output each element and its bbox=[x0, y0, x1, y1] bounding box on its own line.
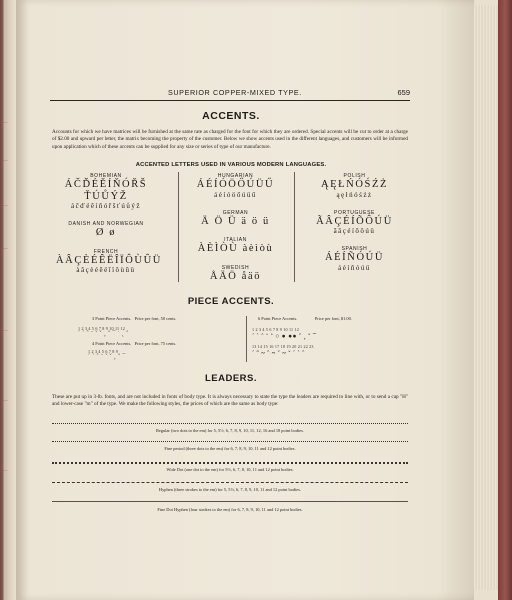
lowercase-line: àâçèéêëîïôùûü bbox=[76, 266, 136, 274]
piece-accent-symbols: ˊ ˋ ˆ ¨ ˜ ˇ ¸ ˘ ¯ ˙ ˛ ˚ bbox=[78, 331, 129, 337]
accents-intro: Accounts for which we have matrices will be furnished at the same rate as charged for the font for which they are ordered. Special accents will be cut to order at a charge of $2.00 and upward per letter, the matrix becoming the property of the customer. Below we show accents used in the different languages, and customers will be informed upon application which of these accents can be supplied for any size or series of type of our manufacture. bbox=[52, 129, 408, 150]
piece-accent-numbers: 1 2 3 4 5 6 7 8 9 10 11 12 bbox=[78, 326, 126, 331]
caps-line: ÁČĎÉĚÍŇÓŘŠ bbox=[64, 179, 148, 190]
piece-accent-numbers: 13 14 15 16 17 18 19 20 21 22 23 bbox=[252, 344, 314, 349]
leader-sample-hyphen bbox=[52, 482, 408, 483]
piece-accent-symbols: ˊ ˋ ˆ ¨ ˚ ○ ● ●● ˇ ¸ ˘ ¯ bbox=[252, 333, 317, 340]
column-divider bbox=[178, 172, 179, 282]
leaders-title: LEADERS. bbox=[204, 373, 258, 384]
book-cover bbox=[498, 0, 512, 600]
accents-title: ACCENTS. bbox=[202, 110, 260, 122]
language-name: SWEDISH bbox=[221, 264, 250, 271]
piece-accents-size: 4 Point Piece Accents. bbox=[92, 341, 132, 346]
accents-subheading: ACCENTED LETTERS USED IN VARIOUS MODERN LANGUAGES. bbox=[135, 162, 327, 168]
leaders-intro: These are put up in 3-lb. fonts, and are not included in fonts of body type. It is always necessary to state the type the leaders are required to line with, or to send a cap "H" and lower-case "m" of the type. We make the following styles, the prices of which are the same as body type: bbox=[52, 394, 408, 408]
previous-page-edge: ~~ ~~ ~~ ~~ ~~ ~~ ~~ bbox=[3, 122, 8, 474]
lowercase-line: ąęłńóśźż bbox=[336, 190, 373, 199]
piece-accents-heading bbox=[258, 316, 352, 321]
caps-line: ÁÉÍÓÖŐÚÜŰ bbox=[196, 179, 275, 190]
leader-caption: Hyphen (three strokes to the em) for 5, 5½, 6, 7, 8, 9, 10, 11 and 12 point bodies. bbox=[158, 487, 302, 492]
language-name: FRENCH bbox=[93, 248, 119, 255]
piece-accent-symbols: ˊ ˜ ~ ˆ ~ ˇ ~ ˘ ˊ ˋ ˆ bbox=[252, 350, 305, 357]
piece-accents-price: Price per font, 50 cents. bbox=[134, 316, 177, 321]
leader-caption: Fine Dot Hyphen (four strokes to the em) for 6, 7, 8, 9, 10, 11 and 12 point bodies. bbox=[157, 507, 303, 512]
caps-line: Ä Ö Ü ä ö ü bbox=[201, 215, 270, 227]
running-header bbox=[50, 88, 410, 101]
language-name: ITALIAN bbox=[224, 237, 247, 243]
caps-line: ÃÂÇÉÍÕÔÚÜ bbox=[316, 215, 393, 227]
piece-accents-heading bbox=[92, 316, 176, 321]
piece-accent-numbers: 1 2 3 4 5 6 7 8 9 bbox=[88, 349, 119, 354]
piece-accents-price: Price per font, 75 cents. bbox=[134, 341, 177, 346]
caps-line: ŤÚŮÝŽ bbox=[84, 190, 128, 202]
piece-accent-symbols: ˊ ˋ ˆ ¨ ˜ ˇ ¸ ˘ ¯ bbox=[88, 354, 126, 360]
caps-line: ĄĘŁŃÓŚŹŻ bbox=[320, 179, 389, 190]
column-divider bbox=[294, 172, 295, 282]
leader-sample-fine-dot-hyphen bbox=[52, 501, 408, 502]
caps-line: ÀÂÇÈÉÊËÎÏÔÙÛÜ bbox=[56, 254, 162, 266]
language-name: PORTUGUESE bbox=[334, 209, 375, 216]
piece-accents-price: Price per font, $1.00. bbox=[314, 316, 352, 321]
piece-accents-size: 3 Point Piece Accents. bbox=[92, 316, 132, 321]
leader-sample-fine-period bbox=[52, 441, 408, 442]
accent-column-2 bbox=[188, 172, 283, 282]
lowercase-line: áéíóöőúüű bbox=[214, 190, 257, 199]
lowercase-line: áčďéěíňóřšťúůýž bbox=[70, 202, 142, 210]
leader-sample-wide-dot bbox=[52, 462, 408, 464]
caps-line: ÅÄÖ åäö bbox=[209, 270, 262, 282]
language-name: HUNGARIAN bbox=[217, 173, 254, 179]
accent-column-3 bbox=[303, 172, 406, 273]
piece-accents-title: PIECE ACCENTS. bbox=[187, 296, 275, 307]
piece-accents-divider bbox=[246, 316, 247, 362]
caps-line: ÁÉÍÑÓÚÜ bbox=[324, 252, 385, 263]
language-name: SPANISH bbox=[341, 246, 368, 252]
language-name: GERMAN bbox=[222, 209, 249, 216]
piece-accents-heading bbox=[92, 341, 176, 346]
language-name: BOHEMIAN bbox=[90, 173, 122, 179]
lowercase-line: ãâçéíõôúü bbox=[333, 227, 376, 235]
language-name: POLISH bbox=[343, 173, 366, 179]
leader-caption: Wide Dot (one dot to the em) for 5½, 6, 7, 8, 10, 11 and 12 point bodies. bbox=[166, 467, 294, 472]
accent-column-1 bbox=[56, 172, 162, 275]
caps-line: ÀÈÌÒÙ àèìòù bbox=[197, 243, 274, 254]
piece-accents-size: 6 Point Piece Accents. bbox=[258, 316, 298, 321]
leader-sample-regular bbox=[52, 423, 408, 424]
leader-caption: Regular (two dots to the em) for 5, 5½, 6, 7, 8, 9, 10, 11, 12, 16 and 18 point bodies. bbox=[155, 428, 304, 433]
page-edges bbox=[474, 5, 499, 590]
piece-accent-numbers: 1 2 3 4 5 6 7 8 9 10 11 12 bbox=[252, 327, 300, 332]
leader-caption: Fine period (three dots to the em) for 6, 7, 8, 9, 10, 11 and 12 point bodies. bbox=[164, 446, 296, 451]
caps-line: Ø ø bbox=[95, 227, 117, 238]
page-number: 659 bbox=[397, 88, 410, 97]
running-title: SUPERIOR COPPER-MIXED TYPE. bbox=[168, 88, 302, 97]
lowercase-line: áéíñóúü bbox=[338, 263, 371, 272]
language-name: DANISH AND NORWEGIAN bbox=[68, 221, 144, 227]
